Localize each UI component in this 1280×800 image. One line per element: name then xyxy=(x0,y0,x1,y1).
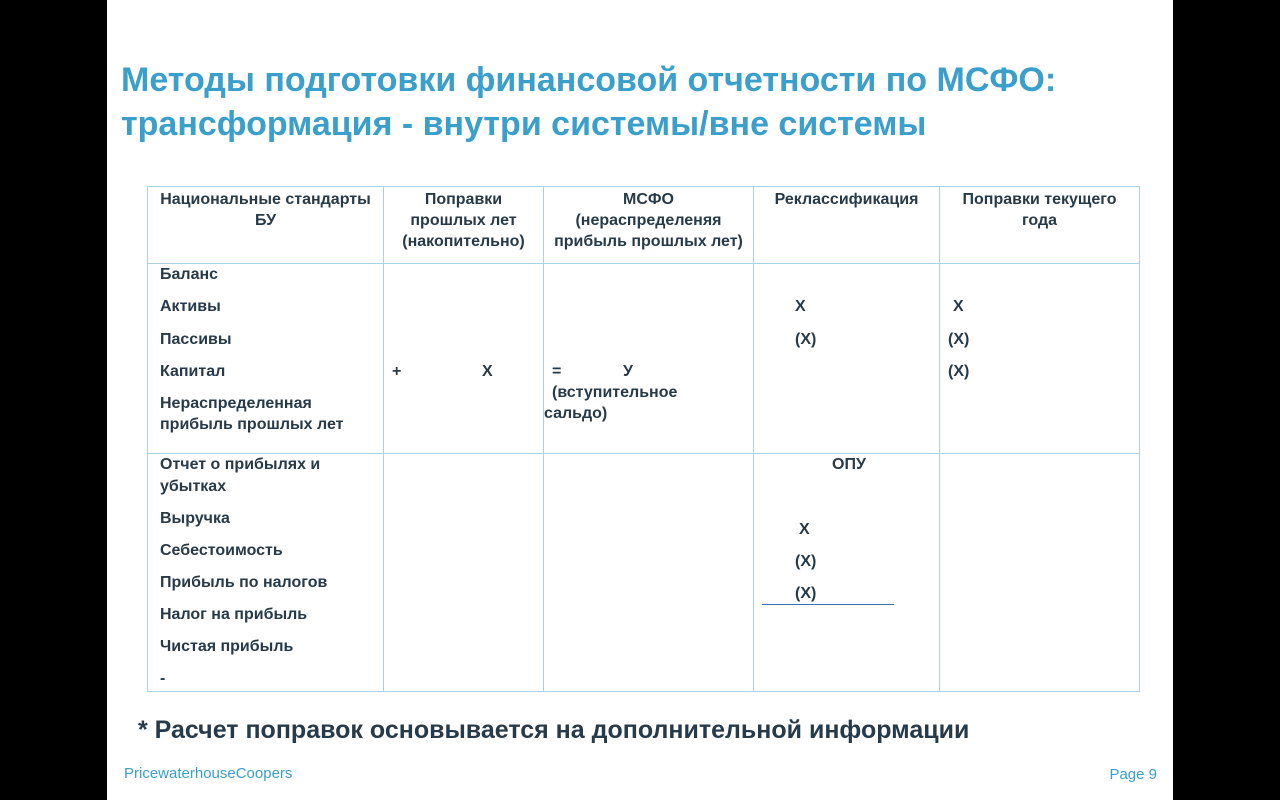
underline xyxy=(762,604,894,605)
label-revenue: Выручка xyxy=(160,510,230,527)
pl-reclass-cell xyxy=(754,454,940,692)
footer-company: PricewaterhouseCoopers xyxy=(124,765,293,782)
label-net-profit: Чистая прибыль xyxy=(160,638,294,655)
current-capital: (X) xyxy=(948,363,970,380)
label-retained-earnings-1: Нераспределенная xyxy=(160,395,312,412)
label-capital: Капитал xyxy=(160,363,226,380)
current-assets: X xyxy=(953,298,964,315)
header-national-standards: Национальные стандарты БУ xyxy=(148,187,384,264)
pl-current-cell xyxy=(940,454,1140,692)
balance-labels-cell xyxy=(148,264,384,454)
equals-sign: = xyxy=(552,363,562,380)
label-pl-1: Отчет о прибылях и xyxy=(160,456,321,473)
slide xyxy=(107,0,1173,800)
ifrs-y: У xyxy=(623,363,633,380)
transformation-table xyxy=(147,186,1140,692)
label-income-tax: Налог на прибыль xyxy=(160,606,308,623)
adjustment-x: X xyxy=(482,363,493,380)
slide-title-line2: трансформация - внутри системы/вне системы xyxy=(121,105,927,143)
label-balance: Баланс xyxy=(160,266,219,283)
reclass-pl-heading: ОПУ xyxy=(832,456,866,473)
pl-ifrs-cell xyxy=(544,454,754,692)
plus-sign: + xyxy=(392,363,402,380)
reclass-assets: X xyxy=(795,298,806,315)
reclass-profit: (X) xyxy=(795,585,817,602)
header-current-adjustments: Поправки текущего года xyxy=(940,187,1140,264)
balance-ifrs-cell xyxy=(544,264,754,454)
slide-title xyxy=(121,58,1161,146)
table-header-row xyxy=(148,187,1140,264)
balance-current-cell xyxy=(940,264,1140,454)
label-liabilities: Пассивы xyxy=(160,331,232,348)
pl-adjustments-cell xyxy=(384,454,544,692)
reclass-cost: (X) xyxy=(795,553,817,570)
table-row-balance xyxy=(148,264,1140,454)
balance-reclass-cell xyxy=(754,264,940,454)
reclass-revenue: X xyxy=(799,521,810,538)
slide-title-line1: Методы подготовки финансовой отчетности по МСФО: xyxy=(121,61,1057,99)
header-prior-adjustments: Поправки прошлых лет (накопительно) xyxy=(384,187,544,264)
reclass-liabilities: (X) xyxy=(795,331,817,348)
opening-balance-1: (вступительное xyxy=(552,384,678,401)
label-cost: Себестоимость xyxy=(160,542,283,559)
label-profit-before-tax: Прибыль по налогов xyxy=(160,574,328,591)
pl-labels-cell xyxy=(148,454,384,692)
header-reclassification: Реклассификация xyxy=(754,187,940,264)
label-dash: - xyxy=(160,670,166,687)
label-assets: Активы xyxy=(160,298,221,315)
label-pl-2: убытках xyxy=(160,478,227,495)
label-retained-earnings-2: прибыль прошлых лет xyxy=(160,416,344,433)
header-ifrs: МСФО (нераспределеняя прибыль прошлых лет) xyxy=(544,187,754,264)
page-number: Page 9 xyxy=(1109,766,1157,783)
table-row-pl xyxy=(148,454,1140,692)
opening-balance-2: сальдо) xyxy=(544,405,608,422)
footnote: * Расчет поправок основывается на дополнительной информации xyxy=(138,716,970,744)
balance-adjustments-cell xyxy=(384,264,544,454)
current-liabilities: (X) xyxy=(948,331,970,348)
